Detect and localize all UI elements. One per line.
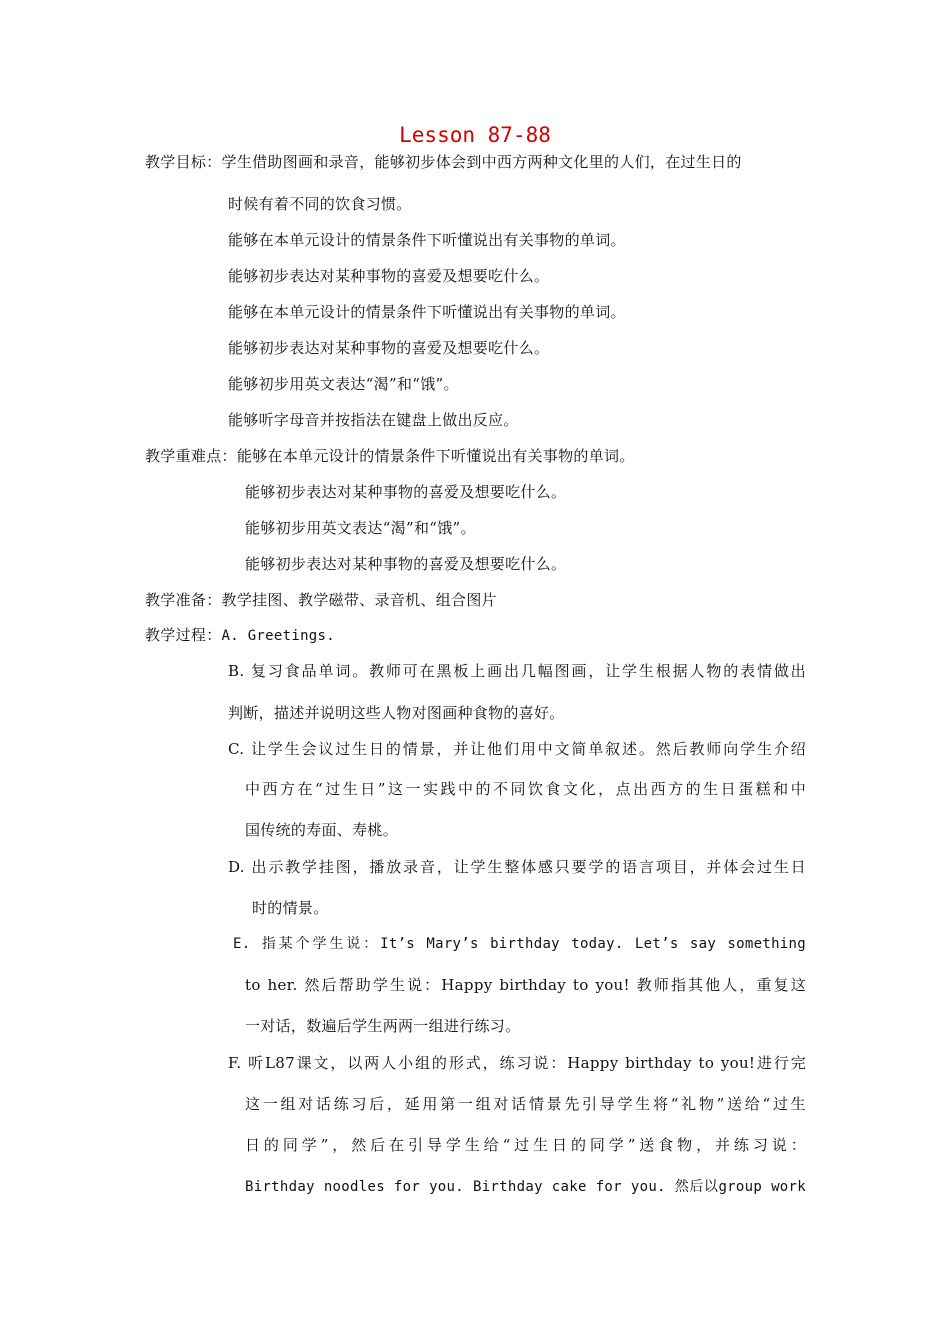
key-points-line-3: 能够初步用英文表达“渴”和“饿”。 bbox=[245, 519, 476, 537]
process-step-f-line-4: Birthday noodles for you. Birthday cake for you. 然后以group work bbox=[245, 1179, 806, 1195]
process-step-e-line-1: E. 指某个学生说：It’s Mary’s birthday today. Let’s say something bbox=[233, 936, 806, 952]
process-step-f-line-3: 日的同学”，然后在引导学生给“过生日的同学”送食物，并练习说： bbox=[245, 1136, 806, 1154]
objectives-text: 学生借助图画和录音，能够初步体会到中西方两种文化里的人们，在过生日的 bbox=[221, 153, 742, 171]
objectives-line-6: 能够初步表达对某种事物的喜爱及想要吃什么。 bbox=[228, 339, 550, 357]
objectives-line-2: 时候有着不同的饮食习惯。 bbox=[228, 195, 412, 213]
objectives-line-4: 能够初步表达对某种事物的喜爱及想要吃什么。 bbox=[228, 267, 550, 285]
preparation-line bbox=[145, 589, 497, 611]
process-step-d-line-2: 时的情景。 bbox=[252, 899, 329, 917]
process-line-1 bbox=[145, 624, 335, 647]
key-points-line-4: 能够初步表达对某种事物的喜爱及想要吃什么。 bbox=[245, 555, 567, 573]
objectives-line-5: 能够在本单元设计的情景条件下听懂说出有关事物的单词。 bbox=[228, 303, 626, 321]
preparation-label: 教学准备： bbox=[145, 591, 222, 609]
process-step-f-line-2: 这一组对话练习后，延用第一组对话情景先引导学生将“礼物”送给“过生 bbox=[245, 1095, 806, 1113]
objectives-line-7: 能够初步用英文表达“渴”和“饿”。 bbox=[228, 375, 459, 393]
process-label: 教学过程： bbox=[145, 626, 222, 644]
process-step-b-line-2: 判断，描述并说明这些人物对图画种食物的喜好。 bbox=[228, 704, 565, 722]
process-step-a: A. Greetings. bbox=[221, 628, 335, 644]
preparation-text: 教学挂图、教学磁带、录音机、组合图片 bbox=[221, 591, 497, 609]
objectives-line-1 bbox=[145, 151, 742, 173]
key-points-label: 教学重难点： bbox=[145, 447, 237, 465]
objectives-line-8: 能够听字母音并按指法在键盘上做出反应。 bbox=[228, 411, 519, 429]
process-step-e-line-2: to her. 然后帮助学生说：Happy birthday to you! 教师指其他人，重复这 bbox=[245, 976, 806, 994]
process-step-e-line-3: 一对话，数遍后学生两两一组进行练习。 bbox=[245, 1017, 521, 1035]
process-step-b-line-1: B. 复习食品单词。教师可在黑板上画出几幅图画，让学生根据人物的表情做出 bbox=[228, 662, 806, 680]
key-points-line-1 bbox=[145, 445, 635, 467]
key-points-text: 能够在本单元设计的情景条件下听懂说出有关事物的单词。 bbox=[236, 447, 635, 465]
document-title: Lesson 87-88 bbox=[399, 123, 551, 147]
objectives-label: 教学目标： bbox=[145, 153, 222, 171]
process-step-c-line-2: 中西方在“过生日”这一实践中的不同饮食文化，点出西方的生日蛋糕和中 bbox=[245, 780, 806, 798]
process-step-d-line-1: D. 出示教学挂图，播放录音，让学生整体感只要学的语言项目，并体会过生日 bbox=[228, 858, 806, 876]
key-points-line-2: 能够初步表达对某种事物的喜爱及想要吃什么。 bbox=[245, 483, 567, 501]
objectives-line-3: 能够在本单元设计的情景条件下听懂说出有关事物的单词。 bbox=[228, 231, 626, 249]
process-step-c-line-3: 国传统的寿面、寿桃。 bbox=[245, 821, 399, 839]
process-step-c-line-1: C. 让学生会议过生日的情景，并让他们用中文简单叙述。然后教师向学生介绍 bbox=[228, 740, 806, 758]
process-step-f-line-1: F. 听L87课文，以两人小组的形式，练习说：Happy birthday to you!进行完 bbox=[228, 1054, 806, 1072]
